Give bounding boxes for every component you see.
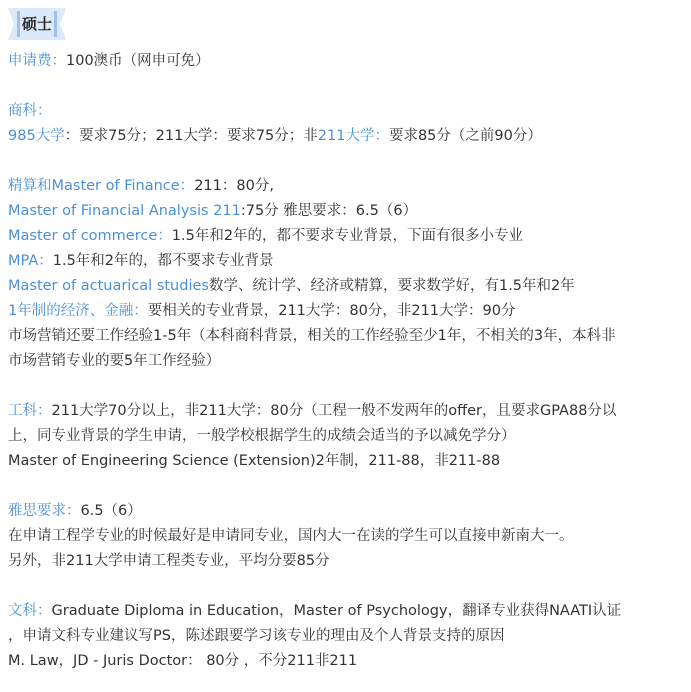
business-line-5 bbox=[8, 251, 274, 271]
business-l2-b: 211：80分, bbox=[194, 178, 274, 194]
arts-label: 文科： bbox=[8, 603, 52, 619]
business-line-9: 市场营销专业的要5年工作经验） bbox=[8, 353, 221, 369]
section-title: 硕士 bbox=[21, 15, 52, 33]
business-line-6 bbox=[8, 276, 575, 296]
business-l4-b: 1.5年和2年的，都不要求专业背景，下面有很多小专业 bbox=[171, 228, 524, 244]
business-line-4 bbox=[8, 226, 523, 246]
business-l2-a: 精算和Master of Finance： bbox=[8, 178, 195, 194]
arts-line-1 bbox=[8, 601, 621, 621]
business-l4-a: Master of commerce： bbox=[8, 228, 172, 244]
business-l6-b: 数学、统计学、经济或精算，要求数学好，有1.5年和2年 bbox=[208, 278, 575, 294]
engineering-line-3: Master of Engineering Science (Extension)2年制，211-88，非211-88 bbox=[8, 453, 501, 469]
business-l5-a: MPA： bbox=[8, 253, 53, 269]
arts-line-3: M. Law，JD - Juris Doctor： 80分 ，不分211非211 bbox=[8, 653, 358, 669]
fee-label: 申请费： bbox=[8, 53, 66, 69]
engineering-label: 工科： bbox=[8, 403, 52, 419]
business-header: 商科： bbox=[8, 103, 52, 119]
ielts-line-2: 在申请工程学专业的时候最好是申请同专业，国内大一在读的学生可以直接申新南大一。 bbox=[8, 528, 574, 544]
business-line-3 bbox=[8, 201, 417, 221]
ielts-line-3: 另外，非211大学申请工程类专业，平均分要85分 bbox=[8, 553, 330, 569]
section-title-box bbox=[8, 8, 66, 40]
ielts-value: 6.5（6） bbox=[80, 503, 142, 519]
engineering-line-2: 上，同专业背景的学生申请，一般学校根据学生的成绩会适当的予以减免学分） bbox=[8, 428, 516, 444]
ielts-label: 雅思要求： bbox=[8, 503, 81, 519]
fee-line bbox=[8, 51, 210, 71]
business-l7-a: 1年制的经济、金融： bbox=[8, 303, 148, 319]
arts-line-2: ，申请文科专业建议写PS，陈述跟要学习该专业的理由及个人背景支持的原因 bbox=[8, 628, 505, 644]
business-l5-b: 1.5年和2年的，都不要求专业背景 bbox=[52, 253, 274, 269]
business-l1-c: 211大学： bbox=[317, 128, 389, 144]
business-l3-b: :75分 雅思要求：6.5（6） bbox=[240, 203, 418, 219]
business-line-2 bbox=[8, 176, 274, 196]
engineering-line-1 bbox=[8, 401, 616, 421]
arts-l1: Graduate Diploma in Education，Master of Psychology，翻译专业获得NAATI认证 bbox=[51, 603, 622, 619]
ielts-line-1 bbox=[8, 501, 142, 521]
business-l1-b: ：要求75分；211大学：要求75分；非 bbox=[64, 128, 318, 144]
fee-text: 100澳币（网申可免） bbox=[66, 53, 210, 69]
business-line-7 bbox=[8, 301, 516, 321]
business-l1-a: 985大学 bbox=[8, 128, 65, 144]
business-l6-a: Master of actuarical studies bbox=[8, 278, 209, 294]
business-l7-b: 要相关的专业背景，211大学：80分，非211大学：90分 bbox=[147, 303, 516, 319]
business-line-8: 市场营销还要工作经验1-5年（本科商科背景，相关的工作经验至少1年，不相关的3年，本科非 bbox=[8, 328, 616, 344]
engineering-l1: 211大学70分以上，非211大学：80分（工程一般不发两年的offer，且要求GPA88分以 bbox=[51, 403, 617, 419]
business-l3-a: Master of Financial Analysis 211 bbox=[8, 203, 241, 219]
business-line-1 bbox=[8, 126, 542, 146]
business-l1-d: 要求85分（之前90分） bbox=[388, 128, 542, 144]
